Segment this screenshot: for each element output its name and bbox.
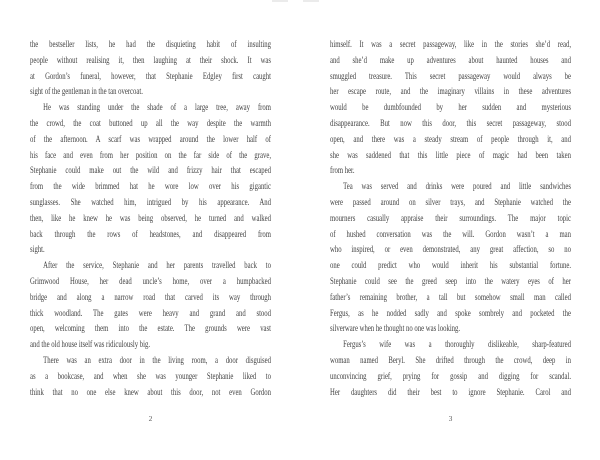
- text-line: would be dumbfounded by her sudden and mysterious: [330, 102, 571, 113]
- text-line: Fergus, as he nodded sadly and spoke sombrely and pocketed the: [330, 307, 571, 318]
- text-line: bridge and along a narrow road that carved its way through: [30, 291, 271, 302]
- text-line: sight of the gentleman in the tan overcoat.: [30, 86, 143, 97]
- text-line: the crowd, the coat buttoned up all the way despite the warmth: [30, 117, 271, 128]
- text-line: sunglasses. She watched him, intrigued by his appearance. And: [30, 196, 271, 207]
- text-line: smuggled treasure. This secret passageway would always be: [330, 70, 571, 81]
- text-line: mourners casually appraise their surroundings. The major topic: [330, 212, 571, 223]
- text-line: were passed around on silver trays, and Stephanie watched the: [330, 196, 571, 207]
- text-line: open, welcoming them into the estate. The grounds were vast: [30, 323, 271, 334]
- text-line: her escape route, and the imaginary villains in these adventures: [330, 86, 571, 97]
- text-line: unconvincing grief, prying for gossip and digging for scandal.: [330, 370, 571, 381]
- text-line: Her daughters did their best to ignore Stephanie. Carol and: [330, 386, 571, 397]
- text-line: she was saddened that this little piece of magic had been taken: [330, 149, 571, 160]
- text-line: After the service, Stephanie and her parents travelled back to: [43, 260, 271, 271]
- top-edge-mark-right: [303, 0, 319, 2]
- text-line: from her.: [330, 165, 355, 176]
- text-line: thick woodland. The gates were heavy and grand and stood: [30, 307, 271, 318]
- text-line: and the old house itself was ridiculously big.: [30, 339, 151, 350]
- text-line: the bestseller lists, he had the disquieting habit of insulting: [30, 39, 271, 49]
- text-line: from the wide brimmed hat he wore low over his gigantic: [30, 181, 271, 192]
- page-left-text: [30, 37, 271, 400]
- text-line: sight.: [30, 244, 45, 255]
- text-line: of the afternoon. A scarf was wrapped around the lower half of: [30, 133, 271, 144]
- text-line: silverware when he thought no one was looking.: [330, 323, 461, 334]
- text-line: He was standing under the shade of a large tree, away from: [43, 102, 271, 113]
- text-line: Grimwood House, her dead uncle’s home, over a humpbacked: [30, 275, 271, 286]
- text-line: and she’d make up adventures about haunted houses and: [330, 54, 571, 65]
- text-line: who inspired, or even demonstrated, any great affection, so no: [330, 244, 571, 255]
- text-line: Tea was served and drinks were poured and little sandwiches: [343, 181, 571, 192]
- text-line: Stephanie could see the greed seep into the watery eyes of her: [330, 275, 571, 286]
- text-line: There was an extra door in the living room, a door disguised: [43, 354, 271, 365]
- text-line: Fergus’s wife was a thoroughly dislikeable, sharp-featured: [343, 339, 571, 350]
- page-number-right: 3: [448, 414, 453, 423]
- text-line: as a bookcase, and when she was younger Stephanie liked to: [30, 370, 271, 381]
- text-line: woman named Beryl. She drifted through the crowd, deep in: [330, 354, 571, 365]
- text-line: disappearance. But now this door, this secret passageway, stood: [330, 117, 571, 128]
- text-line: people without realising it, then laughing at their shock. It was: [30, 54, 271, 65]
- text-line: one could predict who would inherit his substantial fortune.: [330, 260, 571, 271]
- page-right-text: [330, 37, 571, 400]
- text-line: back through the rows of headstones, and disappeared from: [30, 228, 271, 239]
- text-line: father’s remaining brother, a tall but somehow small man called: [330, 291, 571, 302]
- text-line: of hushed conversation was the will. Gordon wasn’t a man: [330, 228, 571, 239]
- text-line: Stephanie could make out the wild and frizzy hair that escaped: [30, 165, 271, 176]
- text-line: his face and even from her position on the far side of the grave,: [30, 149, 271, 160]
- text-line: at Gordon’s funeral, however, that Stephanie Edgley first caught: [30, 70, 271, 81]
- page-number-left: 2: [148, 414, 153, 423]
- top-edge-mark-left: [272, 0, 288, 2]
- text-line: then, like he knew he was being observed, he turned and walked: [30, 212, 271, 223]
- page-left[interactable]: [30, 0, 271, 460]
- page-right[interactable]: [330, 0, 571, 460]
- text-line: think that no one else knew about this door, not even Gordon: [30, 386, 271, 397]
- text-line: open, and there was a steady stream of people through it, and: [330, 133, 571, 144]
- text-line: himself. It was a secret passageway, like in the stories she’d read,: [330, 39, 571, 49]
